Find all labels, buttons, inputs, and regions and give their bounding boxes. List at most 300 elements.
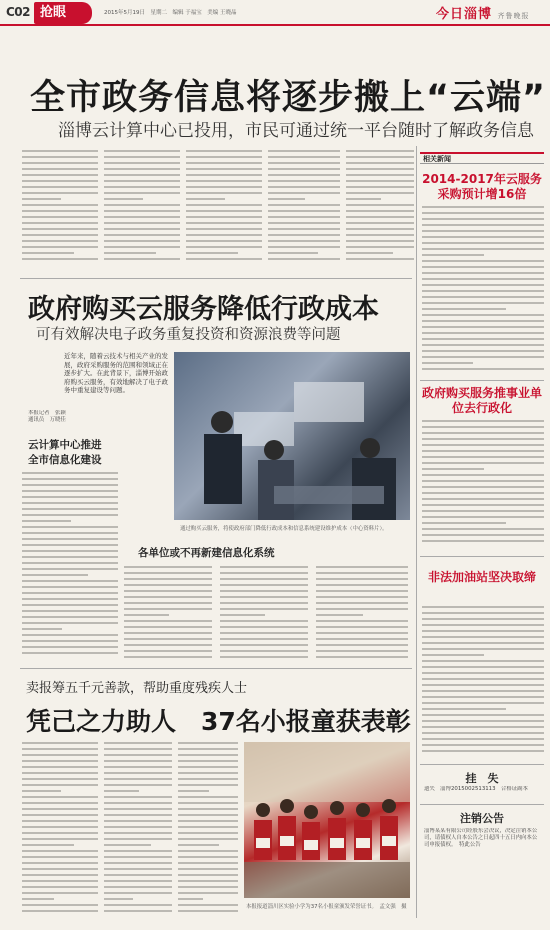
text-line bbox=[22, 472, 118, 474]
text-line bbox=[422, 630, 544, 632]
text-line bbox=[22, 886, 98, 888]
text-line bbox=[178, 778, 238, 780]
text-line bbox=[104, 784, 172, 786]
text-line bbox=[422, 720, 544, 722]
text-line bbox=[104, 228, 180, 230]
text-line bbox=[186, 252, 238, 254]
text-line bbox=[22, 820, 98, 822]
text-line bbox=[124, 656, 212, 658]
text-line bbox=[124, 578, 212, 580]
text-line bbox=[316, 596, 408, 598]
text-line bbox=[422, 750, 544, 752]
text-line bbox=[104, 210, 180, 212]
text-line bbox=[22, 252, 74, 254]
text-line bbox=[22, 790, 61, 792]
text-line bbox=[422, 696, 544, 698]
text-line bbox=[104, 258, 180, 260]
text-line bbox=[22, 850, 98, 852]
text-line bbox=[186, 180, 262, 182]
notice-cancel-body: 淄博某某有限公司经股东会决议，决定注销本公司，请债权人自本公告之日起四十五日内向本公司申报债权。 特此公告 bbox=[424, 828, 538, 848]
text-line bbox=[104, 772, 172, 774]
text-line bbox=[178, 880, 238, 882]
text-line bbox=[104, 754, 172, 756]
text-line bbox=[316, 608, 408, 610]
text-line bbox=[422, 702, 544, 704]
text-line bbox=[268, 216, 340, 218]
text-line bbox=[268, 156, 340, 158]
text-line bbox=[186, 186, 262, 188]
text-line bbox=[346, 186, 414, 188]
text-line bbox=[178, 796, 238, 798]
text-line bbox=[422, 242, 544, 244]
text-line bbox=[104, 904, 172, 906]
text-line bbox=[178, 748, 238, 750]
text-line bbox=[422, 648, 544, 650]
text-line bbox=[422, 296, 544, 298]
story2-body-col-2 bbox=[124, 566, 212, 664]
text-line bbox=[316, 644, 408, 646]
text-line bbox=[124, 572, 212, 574]
text-line bbox=[186, 246, 262, 248]
text-line bbox=[22, 760, 98, 762]
text-line bbox=[22, 832, 98, 834]
text-line bbox=[124, 584, 212, 586]
text-line bbox=[22, 484, 118, 486]
sidebar-item-1-body bbox=[422, 206, 544, 374]
text-line bbox=[124, 614, 169, 616]
text-line bbox=[422, 678, 544, 680]
text-line bbox=[422, 534, 544, 536]
text-line bbox=[104, 748, 172, 750]
text-line bbox=[104, 820, 172, 822]
text-line bbox=[220, 572, 308, 574]
text-line bbox=[422, 654, 484, 656]
text-line bbox=[422, 212, 544, 214]
text-line bbox=[104, 216, 180, 218]
sidebar-rule-4 bbox=[420, 804, 544, 805]
text-line bbox=[422, 350, 544, 352]
sidebar-rule-1 bbox=[420, 380, 544, 381]
text-line bbox=[422, 230, 544, 232]
text-line bbox=[220, 626, 308, 628]
text-line bbox=[178, 886, 238, 888]
text-line bbox=[422, 516, 544, 518]
text-line bbox=[104, 892, 172, 894]
text-line bbox=[346, 192, 414, 194]
text-line bbox=[422, 314, 544, 316]
text-line bbox=[422, 344, 544, 346]
text-line bbox=[268, 210, 340, 212]
section-tag: 抢眼 bbox=[34, 2, 92, 24]
text-line bbox=[422, 224, 544, 226]
text-line bbox=[316, 614, 363, 616]
brand-sub: 齐鲁晚报 bbox=[497, 12, 530, 20]
text-line bbox=[186, 174, 262, 176]
sidebar-item-1-title: 2014-2017年云服务采购预计增16倍 bbox=[422, 172, 542, 201]
text-line bbox=[104, 856, 172, 858]
text-line bbox=[178, 904, 238, 906]
text-line bbox=[422, 254, 484, 256]
text-line bbox=[22, 748, 98, 750]
brand-name: 今日淄博 bbox=[436, 7, 493, 22]
text-line bbox=[22, 156, 98, 158]
text-line bbox=[22, 622, 118, 624]
story2-headline: 政府购买云服务降低行政成本 bbox=[28, 294, 379, 325]
text-line bbox=[268, 168, 340, 170]
text-line bbox=[178, 892, 238, 894]
text-line bbox=[178, 874, 238, 876]
text-line bbox=[178, 766, 238, 768]
text-line bbox=[124, 590, 212, 592]
text-line bbox=[178, 772, 238, 774]
text-line bbox=[22, 784, 98, 786]
text-line bbox=[22, 796, 98, 798]
text-line bbox=[104, 838, 172, 840]
text-line bbox=[220, 650, 308, 652]
text-line bbox=[422, 320, 544, 322]
text-line bbox=[178, 790, 209, 792]
text-line bbox=[104, 778, 172, 780]
text-line bbox=[220, 566, 308, 568]
text-line bbox=[422, 744, 544, 746]
text-line bbox=[104, 240, 180, 242]
text-line bbox=[22, 192, 98, 194]
text-line bbox=[22, 814, 98, 816]
text-line bbox=[316, 566, 408, 568]
text-line bbox=[22, 868, 98, 870]
text-line bbox=[220, 638, 308, 640]
text-line bbox=[124, 620, 212, 622]
text-line bbox=[422, 260, 544, 262]
text-line bbox=[22, 904, 98, 906]
text-line bbox=[22, 490, 118, 492]
text-line bbox=[220, 644, 308, 646]
text-line bbox=[316, 602, 408, 604]
text-line bbox=[422, 362, 473, 364]
sidebar-item-3-body bbox=[422, 606, 544, 760]
text-line bbox=[268, 204, 340, 206]
text-line bbox=[346, 210, 414, 212]
text-line bbox=[422, 486, 544, 488]
text-line bbox=[186, 234, 262, 236]
text-line bbox=[178, 802, 238, 804]
story2-photo-caption: 通过购买云服务，将使政府部门降低行政成本和信息系统建设维护成本（中心资料片）。 bbox=[180, 526, 388, 532]
text-line bbox=[104, 790, 139, 792]
text-line bbox=[104, 252, 156, 254]
text-line bbox=[178, 808, 238, 810]
text-line bbox=[22, 838, 98, 840]
text-line bbox=[22, 240, 98, 242]
text-line bbox=[104, 766, 172, 768]
sidebar-rule-3 bbox=[420, 764, 544, 765]
text-line bbox=[22, 598, 118, 600]
text-line bbox=[422, 504, 544, 506]
text-line bbox=[104, 832, 172, 834]
text-line bbox=[178, 820, 238, 822]
text-line bbox=[316, 578, 408, 580]
text-line bbox=[422, 684, 544, 686]
text-line bbox=[22, 204, 98, 206]
text-line bbox=[186, 162, 262, 164]
sidebar-item-3-title: 非法加油站坚决取缔 bbox=[427, 570, 536, 584]
text-line bbox=[22, 246, 98, 248]
brand-logo bbox=[436, 3, 530, 22]
text-line bbox=[22, 228, 98, 230]
text-line bbox=[186, 222, 262, 224]
text-line bbox=[22, 544, 118, 546]
text-line bbox=[22, 646, 118, 648]
text-line bbox=[422, 290, 544, 292]
text-line bbox=[220, 584, 308, 586]
text-line bbox=[220, 620, 308, 622]
text-line bbox=[220, 656, 308, 658]
text-line bbox=[22, 862, 98, 864]
text-line bbox=[346, 150, 414, 152]
column-rule bbox=[416, 146, 417, 918]
text-line bbox=[22, 604, 118, 606]
text-line bbox=[422, 248, 544, 250]
text-line bbox=[268, 246, 340, 248]
text-line bbox=[22, 652, 118, 654]
text-line bbox=[104, 222, 180, 224]
text-line bbox=[104, 162, 180, 164]
text-line bbox=[22, 222, 98, 224]
text-line bbox=[316, 656, 408, 658]
text-line bbox=[346, 204, 414, 206]
text-line bbox=[422, 666, 544, 668]
text-line bbox=[104, 742, 172, 744]
text-line bbox=[422, 206, 544, 208]
text-line bbox=[22, 496, 118, 498]
text-line bbox=[22, 802, 98, 804]
story3-body-col-2 bbox=[104, 742, 172, 918]
text-line bbox=[178, 898, 203, 900]
text-line bbox=[316, 590, 408, 592]
text-line bbox=[22, 574, 88, 576]
text-line bbox=[422, 278, 544, 280]
text-line bbox=[104, 198, 143, 200]
text-line bbox=[22, 478, 118, 480]
text-line bbox=[422, 510, 544, 512]
text-line bbox=[422, 636, 544, 638]
text-line bbox=[22, 502, 118, 504]
text-line bbox=[22, 186, 98, 188]
text-line bbox=[422, 332, 544, 334]
text-line bbox=[422, 236, 544, 238]
text-line bbox=[186, 168, 262, 170]
text-line bbox=[422, 474, 544, 476]
text-line bbox=[104, 174, 180, 176]
section-rule bbox=[20, 278, 412, 279]
text-line bbox=[268, 258, 340, 260]
text-line bbox=[22, 210, 98, 212]
text-line bbox=[22, 258, 98, 260]
text-line bbox=[268, 186, 340, 188]
text-line bbox=[104, 826, 172, 828]
story3-body-col-3 bbox=[178, 742, 238, 918]
text-line bbox=[422, 606, 544, 608]
text-line bbox=[104, 880, 172, 882]
story2-subheadline: 可有效解决电子政务重复投资和资源浪费等问题 bbox=[36, 327, 341, 343]
text-line bbox=[124, 638, 212, 640]
text-line bbox=[178, 760, 238, 762]
text-line bbox=[178, 784, 238, 786]
text-line bbox=[22, 562, 118, 564]
text-line bbox=[22, 538, 118, 540]
text-line bbox=[422, 618, 544, 620]
text-line bbox=[346, 162, 414, 164]
text-line bbox=[422, 738, 544, 740]
text-line bbox=[104, 186, 180, 188]
text-line bbox=[124, 650, 212, 652]
text-line bbox=[22, 514, 118, 516]
text-line bbox=[422, 624, 544, 626]
text-line bbox=[22, 826, 98, 828]
text-line bbox=[186, 156, 262, 158]
text-line bbox=[124, 632, 212, 634]
text-line bbox=[22, 742, 98, 744]
text-line bbox=[268, 198, 305, 200]
text-line bbox=[104, 874, 172, 876]
text-line bbox=[422, 612, 544, 614]
text-line bbox=[22, 880, 98, 882]
issue-meta: 2015年5月19日 星期二 编辑 于福宝 美编 王晓晶 bbox=[104, 10, 237, 16]
text-line bbox=[220, 596, 308, 598]
story2-intro: 近年来，随着云技术与相关产业的发展，政府采购服务的范围和领域正在逐步扩大。在此背景下，淄博开始政府购买云服务，有效地解决了电子政务中重复建设等问题。 bbox=[64, 352, 168, 394]
text-line bbox=[22, 766, 98, 768]
text-line bbox=[422, 690, 544, 692]
text-line bbox=[268, 234, 340, 236]
text-line bbox=[186, 258, 262, 260]
text-line bbox=[186, 240, 262, 242]
text-line bbox=[422, 420, 544, 422]
text-line bbox=[22, 174, 98, 176]
text-line bbox=[178, 850, 238, 852]
text-line bbox=[268, 150, 340, 152]
text-line bbox=[22, 526, 118, 528]
text-line bbox=[178, 754, 238, 756]
text-line bbox=[186, 204, 262, 206]
text-line bbox=[178, 856, 238, 858]
text-line bbox=[124, 608, 212, 610]
text-line bbox=[346, 216, 414, 218]
text-line bbox=[22, 892, 98, 894]
story3-body-col-1 bbox=[22, 742, 98, 918]
text-line bbox=[422, 540, 544, 542]
text-line bbox=[422, 672, 544, 674]
text-line bbox=[22, 772, 98, 774]
text-line bbox=[346, 156, 414, 158]
text-line bbox=[124, 602, 212, 604]
text-line bbox=[22, 754, 98, 756]
text-line bbox=[22, 634, 118, 636]
text-line bbox=[22, 628, 62, 630]
text-line bbox=[186, 228, 262, 230]
text-line bbox=[346, 174, 414, 176]
text-line bbox=[178, 868, 238, 870]
text-line bbox=[104, 898, 133, 900]
text-line bbox=[268, 162, 340, 164]
text-line bbox=[22, 844, 74, 846]
text-line bbox=[220, 578, 308, 580]
text-line bbox=[178, 814, 238, 816]
story2-subhead-1: 云计算中心推进 bbox=[28, 439, 102, 451]
text-line bbox=[104, 180, 180, 182]
text-line bbox=[346, 252, 393, 254]
text-line bbox=[220, 608, 308, 610]
text-line bbox=[104, 886, 172, 888]
text-line bbox=[316, 638, 408, 640]
text-line bbox=[316, 584, 408, 586]
text-line bbox=[422, 492, 544, 494]
lead-body-col-3 bbox=[186, 150, 262, 268]
story2-body-col-3 bbox=[220, 566, 308, 664]
text-line bbox=[422, 368, 544, 370]
text-line bbox=[124, 626, 212, 628]
text-line bbox=[422, 302, 544, 304]
lead-headline: 全市政务信息将逐步搬上“云端” bbox=[30, 78, 547, 118]
text-line bbox=[422, 522, 506, 524]
text-line bbox=[422, 450, 544, 452]
text-line bbox=[220, 590, 308, 592]
text-line bbox=[422, 426, 544, 428]
story2-byline: 本报记者 张颖 通讯员 万晓佳 bbox=[28, 410, 66, 423]
text-line bbox=[22, 532, 118, 534]
text-line bbox=[268, 222, 340, 224]
text-line bbox=[104, 150, 180, 152]
text-line bbox=[186, 150, 262, 152]
text-line bbox=[22, 616, 118, 618]
text-line bbox=[22, 520, 71, 522]
text-line bbox=[422, 284, 544, 286]
text-line bbox=[268, 228, 340, 230]
text-line bbox=[422, 642, 544, 644]
text-line bbox=[124, 596, 212, 598]
text-line bbox=[22, 586, 118, 588]
sidebar-rule-2 bbox=[420, 556, 544, 557]
text-line bbox=[346, 228, 414, 230]
text-line bbox=[422, 528, 544, 530]
sidebar-item-2-body bbox=[422, 420, 544, 550]
text-line bbox=[268, 174, 340, 176]
text-line bbox=[268, 180, 340, 182]
text-line bbox=[22, 592, 118, 594]
text-line bbox=[178, 844, 219, 846]
text-line bbox=[104, 868, 172, 870]
text-line bbox=[22, 580, 118, 582]
text-line bbox=[22, 168, 98, 170]
lead-body-col-5 bbox=[346, 150, 414, 268]
story2-subhead-2: 各单位或不再新建信息化系统 bbox=[138, 547, 275, 559]
text-line bbox=[22, 180, 98, 182]
notice-lost-body: 遗失 淄博2015002513113 合格证副本 bbox=[424, 786, 528, 792]
story3-photo-caption: 本报报道淄川区实验小学为37名小报童颁发荣誉证书。 孟文强 摄 bbox=[246, 904, 407, 910]
text-line bbox=[422, 456, 544, 458]
text-line bbox=[268, 240, 340, 242]
text-line bbox=[316, 620, 408, 622]
text-line bbox=[104, 246, 180, 248]
section-rule-2 bbox=[20, 668, 412, 669]
text-line bbox=[22, 216, 98, 218]
text-line bbox=[22, 910, 98, 912]
text-line bbox=[220, 602, 308, 604]
text-line bbox=[346, 258, 414, 260]
text-line bbox=[346, 234, 414, 236]
text-line bbox=[422, 462, 544, 464]
notice-cancel-title: 注销公告 bbox=[460, 812, 504, 825]
text-line bbox=[316, 572, 408, 574]
text-line bbox=[422, 444, 544, 446]
